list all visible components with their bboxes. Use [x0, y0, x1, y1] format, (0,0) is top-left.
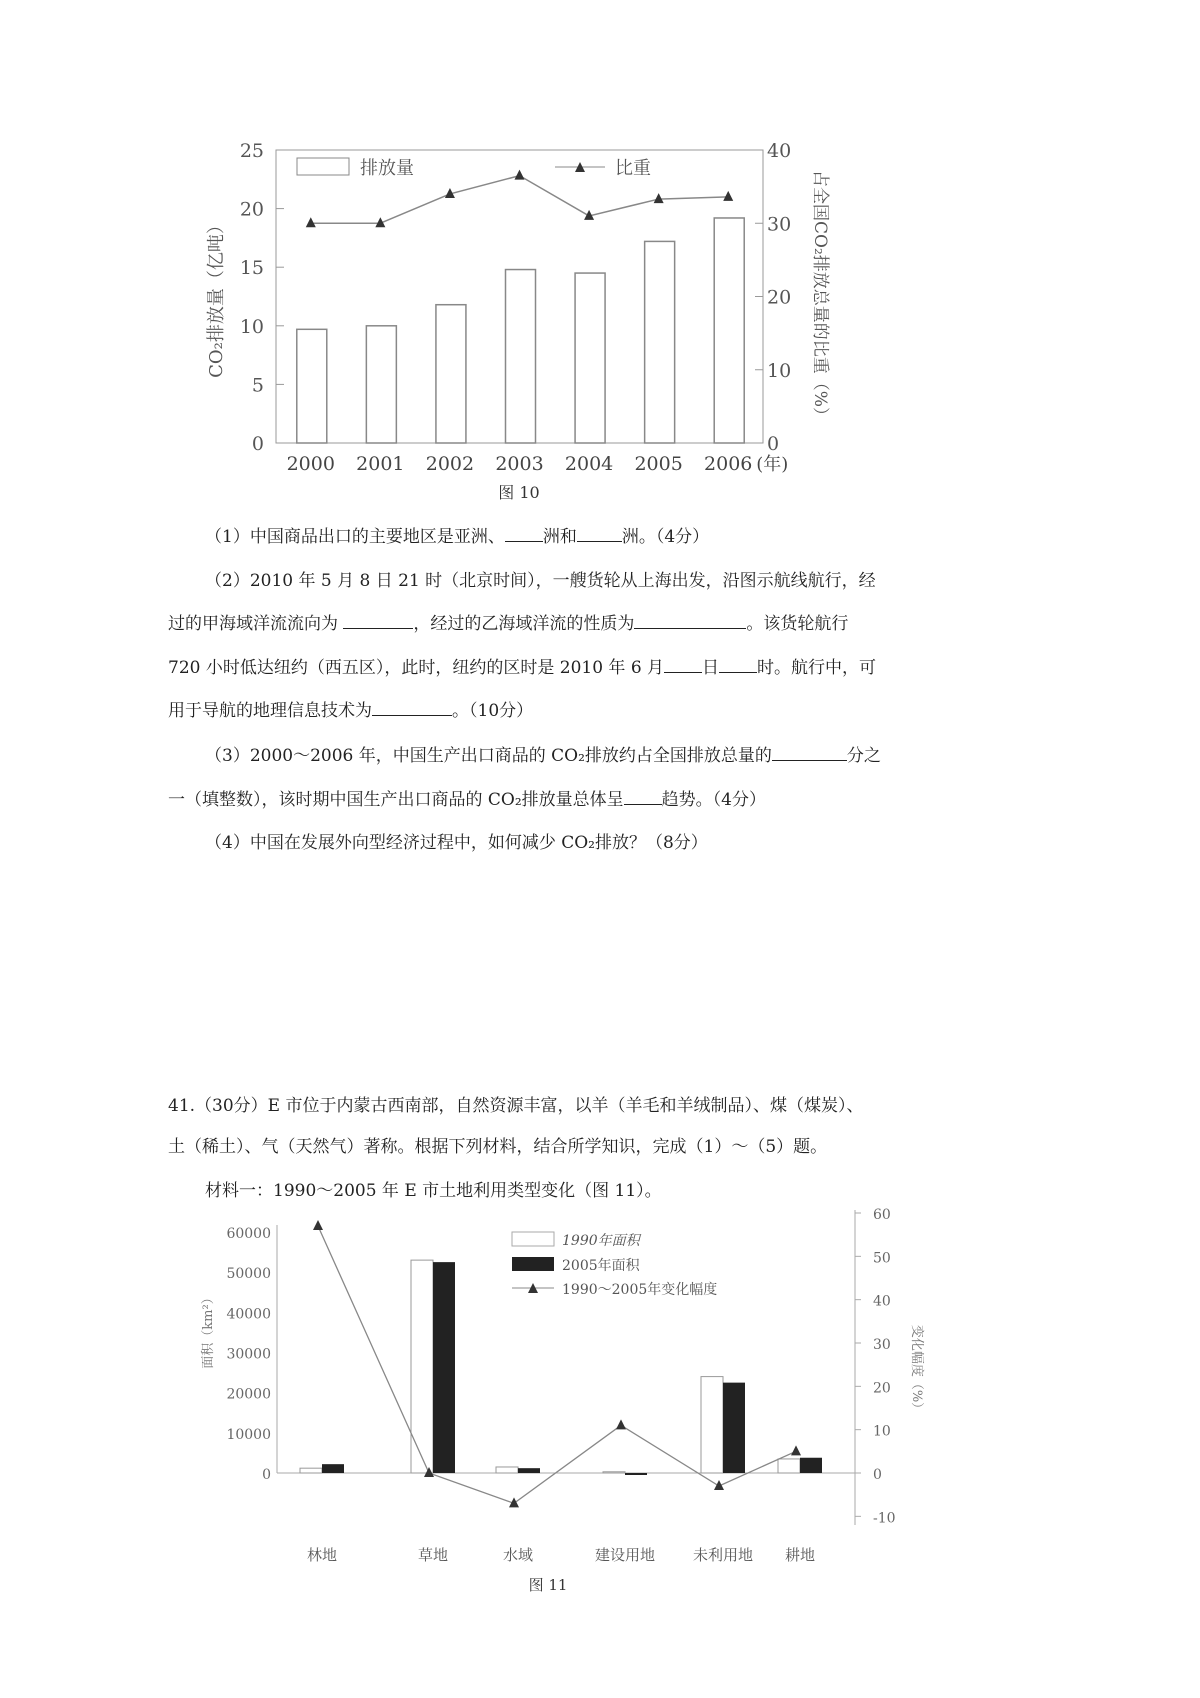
data-point-marker: [714, 1480, 724, 1490]
blank: [664, 656, 702, 673]
text: 过的甲海域洋流流向为: [168, 614, 338, 634]
y-tick-label: 20: [239, 198, 264, 221]
y-tick-label: 25: [239, 140, 264, 162]
y-tick-label: 40000: [226, 1306, 271, 1323]
blank: [634, 612, 746, 629]
y2-tick-label: 60: [873, 1207, 891, 1223]
y2-tick-label: -10: [873, 1510, 896, 1527]
legend-bar-swatch: [297, 158, 349, 175]
data-point-marker: [654, 193, 664, 203]
data-point-marker: [424, 1467, 434, 1477]
bar-1990: [300, 1468, 322, 1473]
legend-1990-label: 1990年面积: [562, 1233, 640, 1249]
legend-bar-label: 排放量: [360, 158, 414, 179]
y2-tick-label: 40: [767, 140, 792, 162]
bar-1990: [603, 1472, 625, 1473]
x-tick-label: 2006: [704, 453, 753, 475]
y-tick-label: 20000: [226, 1386, 271, 1403]
data-point-marker: [313, 1220, 323, 1230]
q40-4: （4）中国在发展外向型经济过程中，如何减少 CO₂排放？（8分）: [205, 833, 708, 853]
data-point-marker: [509, 1497, 519, 1507]
x-unit: (年): [756, 454, 789, 475]
bar-2005: [800, 1458, 822, 1473]
text: 。（10分）: [452, 701, 534, 721]
y2-axis-label: 占全国CO₂排放总量的比重（%）: [810, 170, 830, 424]
y-axis-label: CO₂排放量（亿吨）: [206, 216, 227, 378]
text: （1）中国商品出口的主要地区是亚洲、: [205, 527, 505, 547]
y-tick-label: 10000: [226, 1426, 271, 1443]
line-ratio: [311, 176, 728, 224]
figure-caption: 图 11: [528, 1576, 568, 1594]
q41-material1: 材料一：1990～2005 年 E 市土地利用类型变化（图 11）。: [205, 1181, 662, 1201]
y2-tick-label: 20: [873, 1380, 891, 1397]
x-tick-label: 未利用地: [692, 1546, 754, 1564]
data-point-marker: [515, 170, 525, 180]
legend-2005-label: 2005年面积: [562, 1258, 640, 1274]
x-tick-label: 2004: [564, 453, 614, 475]
y2-tick-label: 40: [873, 1293, 891, 1310]
x-tick-label: 林地: [306, 1546, 338, 1564]
bar-emission: [366, 326, 396, 443]
y2-tick-label: 30: [767, 213, 792, 236]
bar-emission: [436, 305, 466, 443]
text: 日: [702, 658, 720, 678]
x-tick-label: 2001: [356, 453, 405, 475]
blank: [719, 656, 757, 673]
data-point-marker: [528, 1283, 538, 1293]
x-tick-label: 2000: [286, 453, 335, 475]
text: 用于导航的地理信息技术为: [168, 701, 372, 721]
x-tick-label: 草地: [417, 1546, 449, 1564]
blank: [505, 525, 543, 542]
text: 趋势。（4分）: [661, 790, 766, 810]
bar-emission: [575, 273, 605, 443]
y-tick-label: 15: [239, 257, 264, 280]
text: 洲。（4分）: [621, 527, 710, 547]
x-tick-label: 建设用地: [594, 1546, 656, 1564]
bar-2005: [518, 1468, 540, 1473]
text: （3）2000～2006 年，中国生产出口商品的 CO₂排放约占全国排放总量的: [205, 746, 772, 766]
y2-tick-label: 30: [873, 1337, 891, 1353]
y-tick-label: 0: [251, 433, 264, 455]
bar-emission: [297, 329, 327, 443]
data-point-marker: [306, 217, 316, 227]
y-axis-label: 面积（km²）: [201, 1291, 216, 1369]
text: ，经过的乙海域洋流的性质为: [413, 614, 635, 634]
legend-line-label: 比重: [615, 158, 651, 179]
q40-3b: [168, 785, 766, 810]
data-point-marker: [723, 191, 733, 201]
bar-emission: [506, 270, 536, 443]
y2-tick-label: 20: [767, 286, 792, 309]
text: 。该货轮航行: [746, 614, 849, 634]
y-tick-label: 0: [262, 1467, 271, 1483]
y-tick-label: 10: [239, 315, 264, 338]
blank: [577, 525, 622, 542]
y-tick-label: 50000: [226, 1266, 271, 1283]
q40-3a: [205, 741, 881, 766]
bar-1990: [411, 1260, 433, 1473]
bar-2005: [625, 1473, 647, 1475]
bar-1990: [778, 1459, 800, 1473]
y-tick-label: 5: [251, 374, 264, 397]
bar-2005: [433, 1262, 455, 1473]
x-tick-label: 水域: [502, 1546, 534, 1564]
legend-change-label: 1990～2005年变化幅度: [562, 1282, 718, 1298]
y2-axis-label: 变化幅度（%）: [909, 1324, 924, 1416]
y-tick-label: 30000: [226, 1346, 271, 1363]
q40-2d: [168, 696, 533, 721]
q41-line1: 41.（30分）E 市位于内蒙古西南部，自然资源丰富，以羊（羊毛和羊绒制品）、煤（煤炭）、: [168, 1096, 864, 1116]
text: 720 小时低达纽约（西五区），此时，纽约的区时是 2010 年 6 月: [168, 658, 665, 678]
data-point-marker: [791, 1445, 801, 1455]
q40-1: [205, 522, 709, 547]
chart-fig10: [0, 0, 1200, 510]
q41-line2: 土（稀土）、气（天然气）著称。根据下列材料，结合所学知识，完成（1）～（5）题。: [168, 1137, 828, 1157]
y2-tick-label: 0: [873, 1467, 882, 1483]
blank: [624, 788, 662, 805]
bar-1990: [701, 1377, 723, 1473]
blank: [372, 699, 452, 716]
q40-2b: [168, 609, 848, 634]
x-tick-label: 2002: [425, 453, 475, 475]
blank: [772, 744, 847, 761]
bar-emission: [714, 218, 744, 443]
y2-tick-label: 0: [767, 433, 780, 455]
x-tick-label: 耕地: [784, 1546, 816, 1564]
bar-emission: [645, 241, 675, 443]
y2-tick-label: 50: [873, 1250, 891, 1267]
x-tick-label: 2003: [495, 453, 544, 475]
bar-2005: [322, 1464, 344, 1473]
q40-2a: （2）2010 年 5 月 8 日 21 时（北京时间），一艘货轮从上海出发，沿图示航线航行，经: [205, 571, 876, 591]
y2-tick-label: 10: [873, 1423, 891, 1440]
text: 时。航行中，可: [757, 658, 877, 678]
q40-2c: [168, 653, 876, 678]
bar-2005: [723, 1383, 745, 1473]
y2-tick-label: 10: [767, 359, 792, 382]
legend-1990-swatch: [512, 1232, 554, 1246]
x-tick-label: 2005: [634, 453, 683, 475]
legend-2005-swatch: [512, 1257, 554, 1271]
text: 一（填整数），该时期中国生产出口商品的 CO₂排放量总体呈: [168, 790, 624, 810]
blank: [343, 612, 413, 629]
data-point-marker: [616, 1419, 626, 1429]
bar-1990: [496, 1467, 518, 1473]
y-tick-label: 60000: [226, 1226, 271, 1242]
line-change: [318, 1226, 796, 1503]
figure-caption: 图 10: [498, 483, 540, 502]
text: 分之: [846, 746, 881, 766]
text: 洲和: [542, 527, 577, 547]
